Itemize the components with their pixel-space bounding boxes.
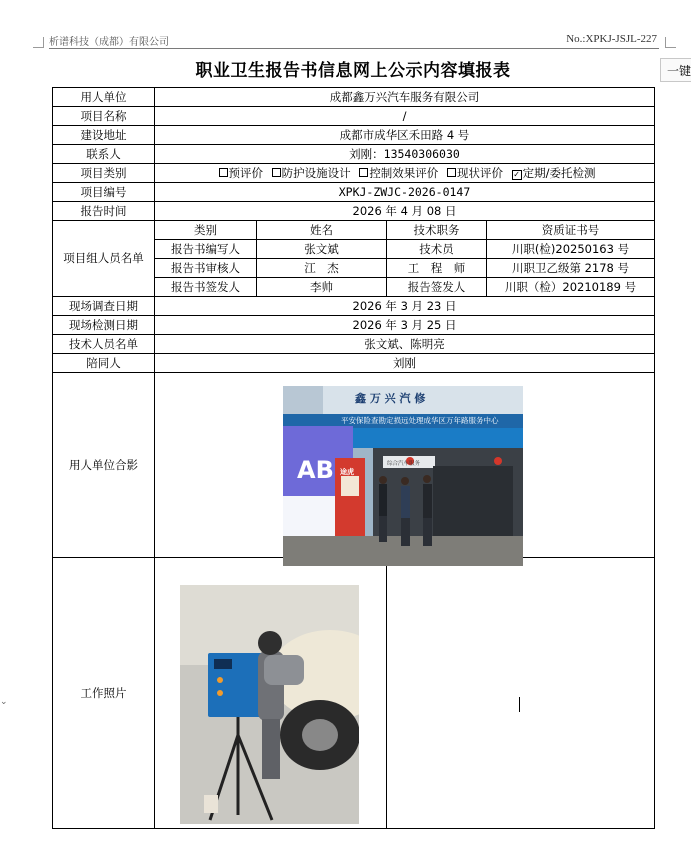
member-title[interactable]: 报告签发人 [387, 278, 487, 297]
project-no-value[interactable]: XPKJ-ZWJC-2026-0147 [155, 183, 655, 202]
member-name[interactable]: 张文斌 [257, 240, 387, 259]
chevron-down-icon[interactable]: ⌄ [0, 697, 8, 707]
member-name[interactable]: 江 杰 [257, 259, 387, 278]
unit-value[interactable]: 成都鑫万兴汽车服务有限公司 [155, 88, 655, 107]
member-title[interactable]: 技术员 [387, 240, 487, 259]
one-click-button[interactable]: 一键 [660, 58, 691, 82]
option-label: 预评价 [228, 165, 263, 180]
header-company: 析谱科技（成都）有限公司 [49, 37, 169, 48]
project-name-value[interactable]: / [155, 107, 655, 126]
project-no-label: 项目编号 [53, 183, 155, 202]
unit-label: 用人单位 [53, 88, 155, 107]
member-category: 报告书审核人 [155, 259, 257, 278]
team-header-cert: 资质证书号 [487, 221, 655, 240]
contact-value[interactable]: 刘刚：13540306030 [155, 145, 655, 164]
contact-label: 联系人 [53, 145, 155, 164]
work-image [180, 585, 359, 824]
member-cert[interactable]: 川职（检）20210189 号 [487, 278, 655, 297]
member-category: 报告书编写人 [155, 240, 257, 259]
checkbox-status-evaluation[interactable] [447, 168, 456, 177]
report-time-label: 报告时间 [53, 202, 155, 221]
category-options [155, 164, 655, 183]
accompany-label: 陪同人 [53, 354, 155, 373]
table-row [53, 335, 655, 354]
header-corner-mark-right [665, 37, 676, 48]
table-row [53, 221, 655, 240]
work-photo[interactable] [180, 585, 359, 824]
checkbox-periodic-detection-checked[interactable]: ✓ [513, 169, 520, 179]
team-header-name: 姓名 [257, 221, 387, 240]
table-row [53, 202, 655, 221]
project-name-label: 项目名称 [53, 107, 155, 126]
option-label: 控制效果评价 [369, 165, 439, 180]
table-row [53, 164, 655, 183]
table-row [53, 88, 655, 107]
option-label: 防护设施设计 [281, 165, 351, 180]
team-label: 项目组人员名单 [53, 221, 155, 297]
category-label: 项目类别 [53, 164, 155, 183]
header-rule [49, 48, 659, 49]
header-corner-mark-left [33, 37, 44, 48]
sign-banner-text: 平安保险查勘定损远处理成华区万年路服务中心 [341, 416, 499, 425]
table-row [53, 297, 655, 316]
option-label: 现状评价 [456, 165, 503, 180]
checkbox-control-effect[interactable] [359, 168, 368, 177]
sign-small-text: 综合汽车服务 [387, 461, 421, 467]
member-cert[interactable]: 川职(检)20250163 号 [487, 240, 655, 259]
document-title: 职业卫生报告书信息网上公示内容填报表 [195, 61, 511, 81]
test-date-value[interactable]: 2026 年 3 月 25 日 [155, 316, 655, 335]
storefront-image [283, 386, 523, 566]
table-row [53, 145, 655, 164]
group-photo[interactable] [283, 386, 523, 566]
test-date-label: 现场检测日期 [53, 316, 155, 335]
table-row [53, 107, 655, 126]
sign-left-text: AB [297, 456, 334, 484]
table-row [53, 183, 655, 202]
option-label: 定期/委托检测 [522, 165, 596, 180]
text-cursor [519, 697, 520, 712]
member-title[interactable]: 工 程 师 [387, 259, 487, 278]
member-cert[interactable]: 川职卫乙级第 2178 号 [487, 259, 655, 278]
work-photo-label: 工作照片 [53, 558, 155, 829]
technicians-label: 技术人员名单 [53, 335, 155, 354]
member-name[interactable]: 李帅 [257, 278, 387, 297]
table-row [53, 126, 655, 145]
table-row [53, 354, 655, 373]
header-doc-number: No.:XPKJ-JSJL-227 [566, 33, 657, 45]
report-time-value[interactable]: 2026 年 4 月 08 日 [155, 202, 655, 221]
table-row [53, 316, 655, 335]
address-value[interactable]: 成都市成华区禾田路 4 号 [155, 126, 655, 145]
team-header-title: 技术职务 [387, 221, 487, 240]
checkbox-pre-evaluation[interactable] [219, 168, 228, 177]
accompany-value[interactable]: 刘刚 [155, 354, 655, 373]
technicians-value[interactable]: 张文斌、陈明亮 [155, 335, 655, 354]
checkbox-protection-design[interactable] [272, 168, 281, 177]
work-photo-empty-cell[interactable] [387, 558, 655, 829]
member-category: 报告书签发人 [155, 278, 257, 297]
survey-date-value[interactable]: 2026 年 3 月 23 日 [155, 297, 655, 316]
survey-date-label: 现场调查日期 [53, 297, 155, 316]
sign-top-text: 鑫 万 兴 汽 修 [355, 392, 426, 405]
group-photo-label: 用人单位合影 [53, 373, 155, 558]
team-header-category: 类别 [155, 221, 257, 240]
sign-red-text: 途虎 [340, 468, 354, 476]
address-label: 建设地址 [53, 126, 155, 145]
